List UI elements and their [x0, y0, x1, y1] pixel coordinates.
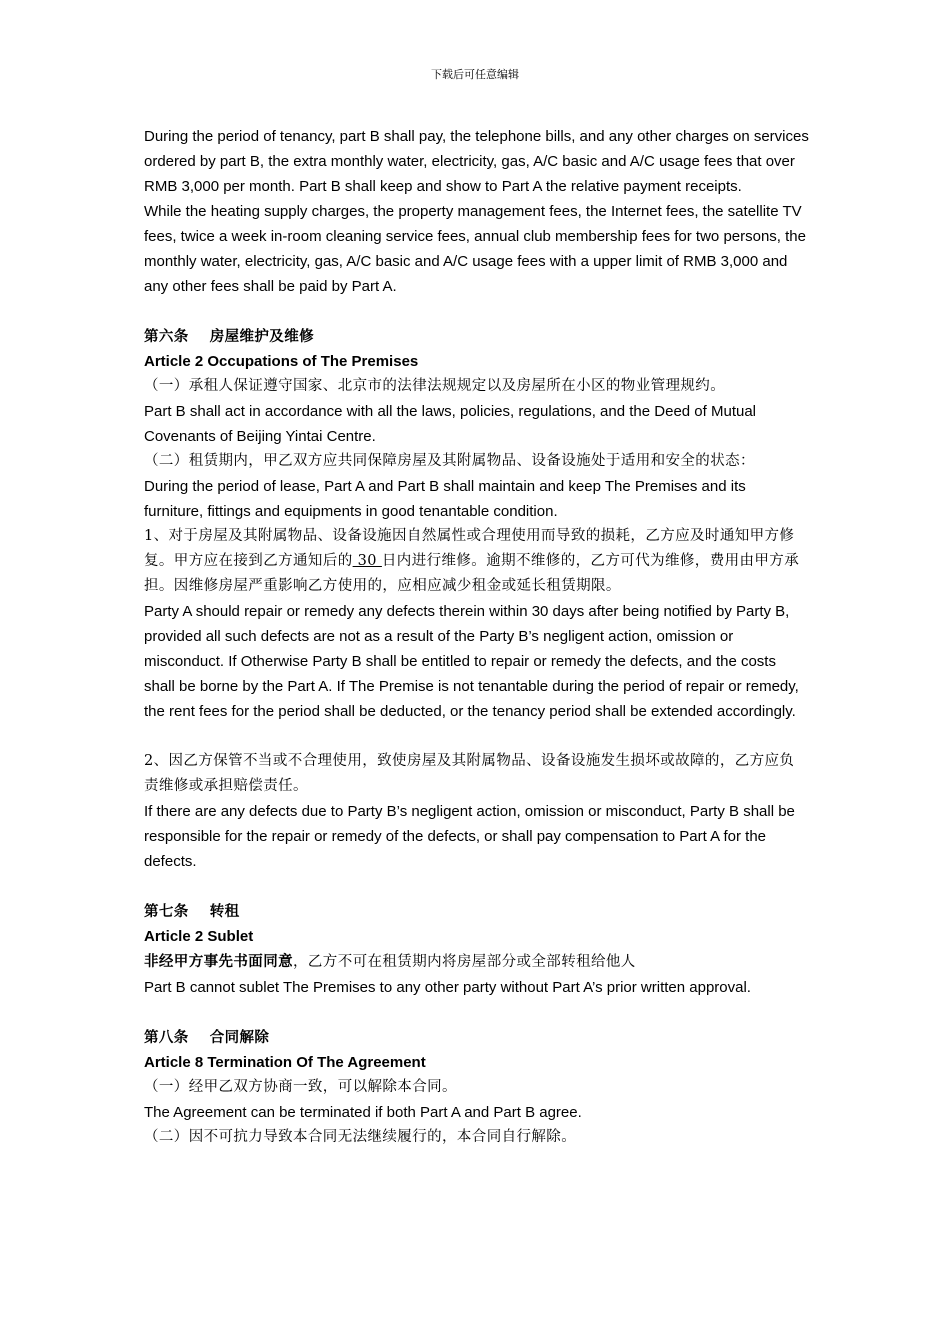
- section-6-clause-2-en: During the period of lease, Part A and Part B shall maintain and keep The Premises and its furniture, fittings and equipments in good tenantable condition.: [144, 478, 746, 520]
- section-6-number: 第六条: [144, 328, 189, 345]
- section-7-heading: [144, 899, 809, 924]
- section-7-number: 第七条: [144, 903, 189, 920]
- section-6-title: 房屋维护及维修: [209, 328, 315, 345]
- section-7-clause-cn: [144, 949, 809, 975]
- paragraph-landlord-charges: While the heating supply charges, the property management fees, the Internet fees, the satellite TV fees, twice a week in-room cleaning service fees, annual club membership fees for two persons, the monthly water, electricity, gas, A/C basic and A/C usage fees with a upper limit of RMB 3,000 and any other fees shall be paid by Part A.: [144, 203, 806, 295]
- sublet-clause-rest: ，乙方不可在租赁期内将房屋部分或全部转租给他人: [293, 954, 636, 970]
- section-6-clause-1-cn: （一）承租人保证遵守国家、北京市的法律法规规定以及房屋所在小区的物业管理规约。: [144, 378, 726, 394]
- item-1-text-b: 日内进行维修。逾期不维修的，乙方可代为维修，费用由甲方承担。因维修房屋严重影响乙方使用的，应相应减少租金或延长租赁期限。: [144, 553, 800, 594]
- section-8-clause-1-en: The Agreement can be terminated if both Part A and Part B agree.: [144, 1104, 582, 1121]
- section-8-clause-2-cn: （二）因不可抗力导致本合同无法继续履行的，本合同自行解除。: [144, 1129, 577, 1145]
- section-6-english-heading: Article 2 Occupations of The Premises: [144, 353, 419, 370]
- section-8-clause-1-cn: （一）经甲乙双方协商一致，可以解除本合同。: [144, 1079, 457, 1095]
- section-6-item-2-en: If there are any defects due to Party B’s negligent action, omission or misconduct, Party B shall be responsible for the repair or remedy of the defects, or shall pay compensation to Part A for the defects.: [144, 803, 795, 870]
- sublet-consent-emphasis: 非经甲方事先书面同意: [144, 953, 293, 970]
- document-body: [144, 124, 809, 1150]
- section-8-heading: [144, 1025, 809, 1050]
- section-6-item-2-cn: 2、因乙方保管不当或不合理使用，致使房屋及其附属物品、设备设施发生损坏或故障的，乙方应负责维修或承担赔偿责任。: [144, 753, 795, 794]
- item-1-text-a: 1、对于房屋及其附属物品、设备设施因自然属性或合理使用而导致的损耗，乙方应及时通知甲方修复。甲方应在接到乙方通知后的: [144, 528, 795, 569]
- paragraph-tenant-charges: During the period of tenancy, part B shall pay, the telephone bills, and any other charges on services ordered by part B, the extra monthly water, electricity, gas, A/C basic and A/C usage fees that over RMB 3,000 per month. Part B shall keep and show to Part A the relative payment receipts.: [144, 128, 809, 195]
- section-6-heading: [144, 324, 809, 349]
- section-8-number: 第八条: [144, 1029, 189, 1046]
- section-6-clause-1-en: Part B shall act in accordance with all the laws, policies, regulations, and the Deed of Mutual Covenants of Beijing Yintai Centre.: [144, 403, 756, 445]
- section-7-english-heading: Article 2 Sublet: [144, 928, 254, 945]
- section-7-clause-en: Part B cannot sublet The Premises to any other party without Part A’s prior written approval.: [144, 979, 751, 996]
- repair-days-value: 30: [352, 553, 382, 569]
- section-7-title: 转租: [209, 903, 240, 920]
- section-6-item-1-cn: [144, 524, 809, 599]
- section-8-english-heading: Article 8 Termination Of The Agreement: [144, 1054, 426, 1071]
- section-6-clause-2-cn: （二）租赁期内，甲乙双方应共同保障房屋及其附属物品、设备设施处于适用和安全的状态：: [144, 453, 755, 469]
- section-8-title: 合同解除: [209, 1029, 270, 1046]
- section-6-item-1-en: Party A should repair or remedy any defects therein within 30 days after being notified by Party B, provided all such defects are not as a result of the Party B’s negligent action, omission or misconduct. If Otherwise Party B shall be entitled to repair or remedy the defects, and the costs shall be borne by the Part A. If The Premise is not tenantable during the period of repair or remedy, the rent fees for the period shall be deducted, or the tenancy period shall be extended accordingly.: [144, 603, 799, 720]
- page-header: 下载后可任意编辑: [431, 68, 519, 81]
